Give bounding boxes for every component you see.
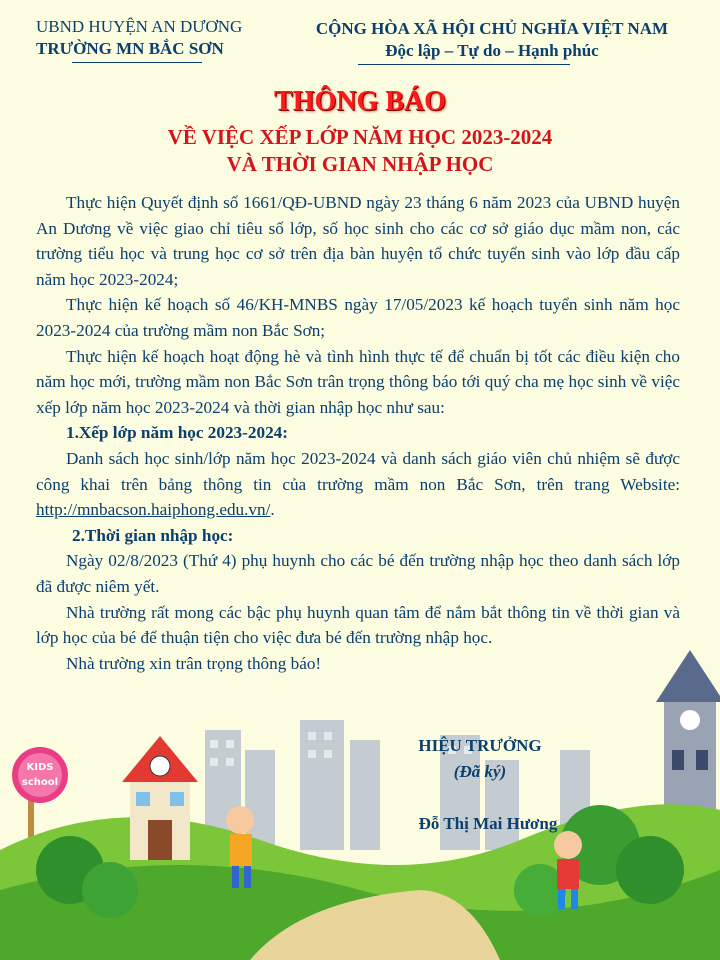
school-name: TRƯỜNG MN BẮC SƠN [36, 39, 224, 58]
notice-subtitle-2: VÀ THỜI GIAN NHẬP HỌC [226, 152, 494, 176]
issuer-underline [72, 62, 202, 63]
country-name: CỘNG HÒA XÃ HỘI CHỦ NGHĨA VIỆT NAM [315, 19, 669, 38]
paragraph-decision: Thực hiện Quyết định số 1661/QĐ-UBND ngày 23 tháng 6 năm 2023 của UBND huyện An Dương về việc giao chỉ tiêu số lớp, số học sinh cho các cơ sở giáo dục mầm non, các trường tiểu học và trung học cơ sở trên địa bàn huyện tổ chức tuyển sinh vào lớp đầu cấp năm học 2023-2024; [36, 193, 680, 289]
class-list-suffix: . [270, 500, 275, 520]
district-name: UBND HUYỆN AN DƯƠNG [36, 17, 243, 36]
school-building [122, 736, 198, 860]
notice-body [36, 190, 680, 676]
paragraph-enrollment-date: Ngày 02/8/2023 (Thứ 4) phụ huynh cho các bé đến trường nhập học theo danh sách lớp đã được niêm yết. [36, 551, 680, 596]
paragraph-announcement: Thực hiện kế hoạch hoạt động hè và tình hình thực tế để chuẩn bị tốt các điều kiện cho năm học mới, trường mầm non Bắc Sơn trân trọng thông báo tới quý cha mẹ học sinh về việc xếp lớp năm học 2023-2024 và thời gian nhập học như sau: [36, 346, 680, 417]
signed-note: (Đã ký) [453, 762, 507, 781]
class-list-text: Danh sách học sinh/lớp năm học 2023-2024 và danh sách giáo viên chủ nhiệm sẽ được công khai trên bảng thông tin của trường mầm non Bắc Sơn, trên trang Website: [36, 448, 680, 494]
national-motto-block [292, 18, 692, 62]
signer-name: Đỗ Thị Mai Hương [418, 814, 558, 833]
motto: Độc lập – Tự do – Hạnh phúc [385, 41, 599, 60]
kids-school-illustration [0, 640, 720, 960]
section-heading-enrollment-time: 2.Thời gian nhập học: [72, 525, 234, 545]
paragraph-request: Nhà trường rất mong các bậc phụ huynh quan tâm để nắm bắt thông tin về thời gian và lớp học của bé để thuận tiện cho việc đưa bé đến trường nhập học. [36, 602, 680, 648]
motto-underline [358, 64, 570, 65]
notice-subtitle-1: VỀ VIỆC XẾP LỚP NĂM HỌC 2023-2024 [167, 125, 553, 149]
paragraph-plan: Thực hiện kế hoạch số 46/KH-MNBS ngày 17/05/2023 kế hoạch tuyển sinh năm học 2023-2024 của trường mầm non Bắc Sơn; [36, 295, 680, 340]
paragraph-class-list [36, 446, 680, 523]
sign-text-school: school [21, 777, 59, 788]
sign-text-kids: KIDS [26, 762, 54, 773]
notice-title: THÔNG BÁO [274, 86, 446, 117]
school-website-link[interactable]: http://mnbacson.haiphong.edu.vn/ [36, 500, 271, 520]
issuer-block [36, 16, 276, 60]
section-heading-class-assignment: 1.Xếp lớp năm học 2023-2024: [66, 423, 288, 443]
paragraph-closing: Nhà trường xin trân trọng thông báo! [66, 653, 322, 673]
signer-role: HIỆU TRƯỞNG [418, 736, 542, 755]
